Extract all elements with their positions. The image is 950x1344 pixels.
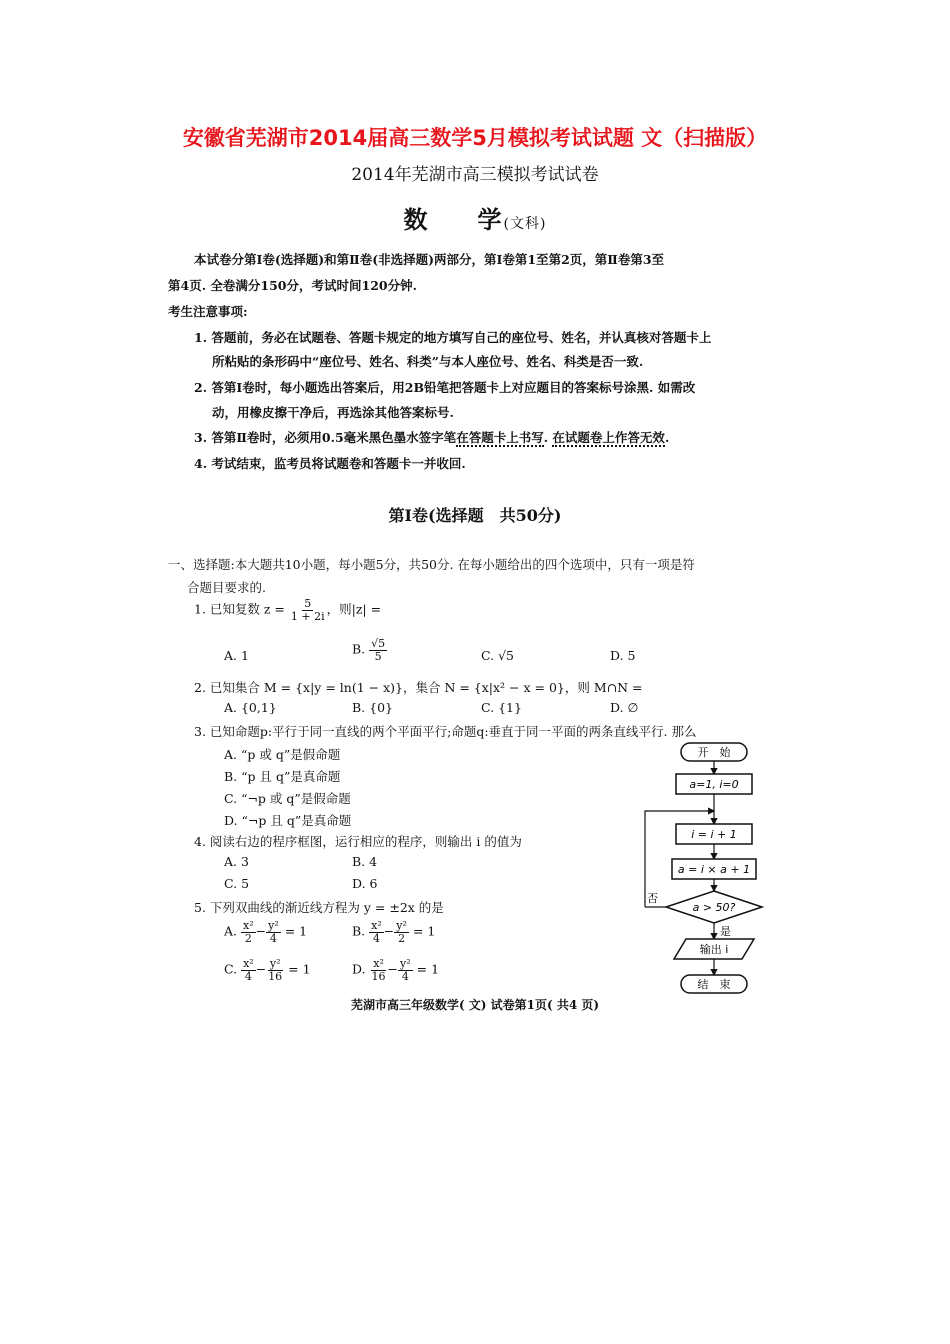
minus-sign: − bbox=[383, 923, 395, 939]
minus-sign: − bbox=[255, 961, 267, 977]
q5-d-frac-2 bbox=[398, 958, 413, 982]
equals-one: = 1 bbox=[284, 923, 308, 939]
q1-stem: 1. 已知复数 z = bbox=[194, 601, 285, 617]
question-4: 4. 阅读右边的程序框图，运行相应的程序，则输出 i 的值为 bbox=[194, 834, 522, 849]
page-footer: 芜湖市高三年级数学( 文) 试卷第1页( 共4 页) bbox=[350, 998, 600, 1012]
question-2: 2. 已知集合 M = {x|y = ln(1 − x)}，集合 N = {x|x² − x = 0}，则 M∩N = bbox=[194, 680, 643, 695]
q5-c-frac-1 bbox=[241, 958, 256, 982]
q5-d-den-1: 16 bbox=[371, 969, 386, 983]
flow-end-label: 结 束 bbox=[697, 978, 731, 991]
q5-c-frac-2 bbox=[266, 958, 284, 982]
q5-d-num-2: y² bbox=[400, 957, 411, 970]
q5-b-den-1: 4 bbox=[372, 931, 380, 945]
minus-sign: − bbox=[255, 923, 267, 939]
note-3-end: . bbox=[664, 430, 670, 445]
flowchart bbox=[630, 735, 780, 1000]
equals-one: = 1 bbox=[416, 961, 440, 977]
q5-c-den-2: 16 bbox=[268, 969, 283, 983]
q1-denominator: 1 + 2i bbox=[290, 609, 325, 623]
q5-d-den-2: 4 bbox=[401, 969, 409, 983]
flow-decision-label: a > 50? bbox=[692, 901, 736, 914]
document-title: 安徽省芜湖市2014届高三数学5月模拟考试试题 文（扫描版） bbox=[182, 126, 768, 150]
note-3 bbox=[194, 428, 669, 446]
q5-a-den-1: 2 bbox=[244, 931, 252, 945]
q5-b-frac-2 bbox=[394, 920, 409, 944]
note-1a: 1. 答题前，务必在试题卷、答题卡规定的地方填写自己的座位号、姓名，并认真核对答题卡上 bbox=[194, 330, 712, 345]
q4-option-c: C. 5 bbox=[224, 876, 250, 891]
flow-step2-label: a = i × a + 1 bbox=[677, 863, 751, 876]
q5-d-label: D. bbox=[352, 961, 366, 977]
q1-fraction bbox=[289, 598, 327, 622]
q4-option-b: B. 4 bbox=[352, 854, 378, 869]
q4-option-d: D. 6 bbox=[352, 876, 378, 891]
intro-line-2: 第4页. 全卷满分150分，考试时间120分钟. bbox=[168, 278, 417, 293]
note-2a: 2. 答第Ⅰ卷时，每小题选出答案后，用2B铅笔把答题卡上对应题目的答案标号涂黑. 如需改 bbox=[194, 380, 696, 395]
q5-b-den-2: 2 bbox=[398, 931, 406, 945]
notes-heading: 考生注意事项: bbox=[168, 304, 248, 319]
q2-option-b: B. {0} bbox=[352, 700, 393, 715]
q5-c-label: C. bbox=[224, 961, 238, 977]
q5-b-label: B. bbox=[352, 923, 366, 939]
flow-yes-label: 是 bbox=[720, 925, 731, 938]
q1-b-denominator: 5 bbox=[374, 649, 382, 663]
note-1b: 所粘贴的条形码中“座位号、姓名、科类”与本人座位号、姓名、科类是否一致. bbox=[212, 354, 644, 369]
q5-option-d bbox=[352, 958, 439, 982]
q5-d-frac-1 bbox=[370, 958, 388, 982]
q5-a-label: A. bbox=[224, 923, 238, 939]
q1-option-a: A. 1 bbox=[224, 648, 249, 663]
q5-b-num-2: y² bbox=[396, 919, 407, 932]
equals-one: = 1 bbox=[412, 923, 436, 939]
q1-option-c: C. √5 bbox=[481, 648, 514, 663]
q5-b-frac-1 bbox=[369, 920, 384, 944]
note-2b: 动，用橡皮擦干净后，再选涂其他答案标号. bbox=[212, 405, 454, 420]
subject-paren: (文科) bbox=[503, 216, 547, 232]
q5-b-num-1: x² bbox=[371, 919, 382, 932]
q1-option-d: D. 5 bbox=[610, 648, 636, 663]
q1-b-numerator: √5 bbox=[371, 637, 386, 650]
subject-char-2: 学 bbox=[477, 205, 504, 234]
note-3-emphasis-1: 在答题卡上书写 bbox=[456, 430, 544, 445]
subject-heading bbox=[0, 200, 950, 235]
q5-c-den-1: 4 bbox=[244, 969, 252, 983]
q5-option-a bbox=[224, 920, 307, 944]
question-5: 5. 下列双曲线的渐近线方程为 y = ±2x 的是 bbox=[194, 900, 444, 915]
q3-option-c: C. “¬p 或 q”是假命题 bbox=[224, 791, 351, 806]
q1-b-fraction bbox=[369, 638, 387, 662]
q1-b-label: B. bbox=[352, 641, 366, 657]
q4-option-a: A. 3 bbox=[224, 854, 249, 869]
q5-a-den-2: 4 bbox=[269, 931, 277, 945]
q5-a-num-1: x² bbox=[243, 919, 254, 932]
q5-a-frac-1 bbox=[241, 920, 256, 944]
q2-option-d: D. ∅ bbox=[610, 700, 639, 715]
flow-step1-label: i = i + 1 bbox=[691, 828, 737, 841]
q1-numerator: 5 bbox=[304, 597, 312, 610]
q5-a-num-2: y² bbox=[268, 919, 279, 932]
note-3-pre: 3. 答第Ⅱ卷时，必须用0.5毫米黑色墨水签字笔 bbox=[194, 430, 457, 445]
q3-option-a: A. “p 或 q”是假命题 bbox=[224, 747, 341, 762]
q1-option-b bbox=[352, 638, 387, 662]
minus-sign: − bbox=[387, 961, 399, 977]
flow-start-label: 开 始 bbox=[697, 746, 731, 759]
flow-no-label: 否 bbox=[647, 892, 658, 905]
subject-char-1: 数 bbox=[403, 205, 430, 234]
q2-option-a: A. {0,1} bbox=[224, 700, 277, 715]
note-3-emphasis-2: 在试题卷上作答无效 bbox=[552, 430, 665, 445]
section-instruction-b: 合题目要求的. bbox=[187, 580, 266, 595]
q5-d-num-1: x² bbox=[373, 957, 384, 970]
flow-output-label: 输出 i bbox=[699, 943, 729, 956]
q1-tail: ，则|z| = bbox=[326, 601, 382, 617]
q5-c-num-2: y² bbox=[269, 957, 281, 970]
question-3: 3. 已知命题p:平行于同一直线的两个平面平行;命题q:垂直于同一平面的两条直线平行. 那么 bbox=[194, 724, 697, 739]
q5-option-c bbox=[224, 958, 311, 982]
q2-option-c: C. {1} bbox=[481, 700, 522, 715]
flow-init-label: a=1, i=0 bbox=[689, 778, 739, 791]
note-3-mid: . bbox=[543, 430, 553, 445]
q3-option-d: D. “¬p 且 q”是真命题 bbox=[224, 813, 352, 828]
q5-option-b bbox=[352, 920, 435, 944]
q3-option-b: B. “p 且 q”是真命题 bbox=[224, 769, 341, 784]
section-instruction-a: 一、选择题:本大题共10小题，每小题5分，共50分. 在每小题给出的四个选项中，只有一项是符 bbox=[168, 557, 695, 572]
q5-c-num-1: x² bbox=[243, 957, 254, 970]
intro-line-1: 本试卷分第Ⅰ卷(选择题)和第Ⅱ卷(非选择题)两部分，第Ⅰ卷第1至第2页，第Ⅱ卷第3至 bbox=[194, 252, 665, 267]
question-1 bbox=[194, 598, 381, 622]
q5-a-frac-2 bbox=[266, 920, 281, 944]
section-title: 第Ⅰ卷(选择题 共50分) bbox=[388, 506, 562, 525]
equals-one: = 1 bbox=[288, 961, 311, 977]
note-4: 4. 考试结束，监考员将试题卷和答题卡一并收回. bbox=[194, 456, 466, 471]
exam-title: 2014年芜湖市高三模拟考试试卷 bbox=[351, 165, 599, 185]
